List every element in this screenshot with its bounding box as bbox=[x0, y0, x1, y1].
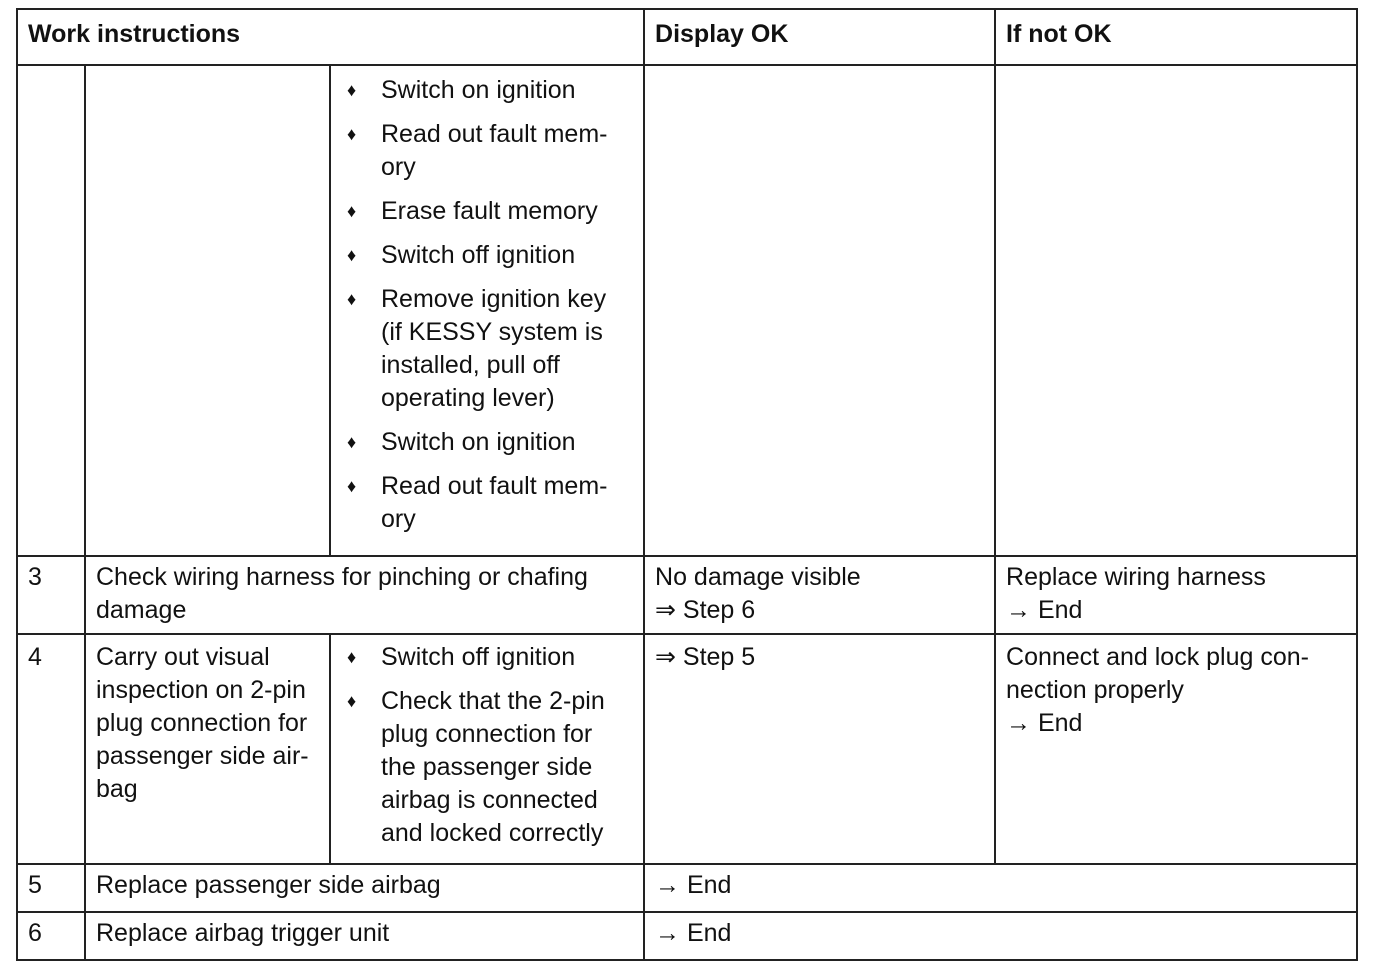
substep-text: Read out fault mem-ory bbox=[381, 472, 608, 533]
list-item bbox=[341, 74, 633, 107]
display-ok-cell bbox=[644, 556, 995, 634]
table-row-step-6 bbox=[17, 912, 1357, 960]
substep-text: Switch on ignition bbox=[381, 428, 576, 456]
step-number: 4 bbox=[17, 634, 85, 864]
not-ok-reference: → End bbox=[1006, 709, 1083, 737]
display-ok-cell bbox=[644, 65, 995, 556]
list-item bbox=[341, 641, 633, 674]
instruction-cell bbox=[85, 65, 330, 556]
substep-text: Read out fault mem-ory bbox=[381, 120, 608, 181]
instruction-text: Carry out visual inspection on 2-pin plug connection for passenger side air-bag bbox=[85, 634, 330, 864]
header-display-ok: Display OK bbox=[644, 9, 995, 65]
ok-step-reference: ⇒ Step 5 bbox=[655, 643, 756, 671]
substep-text: Check that the 2-pin plug connection for the passenger side airbag is connected and locked correctly bbox=[381, 687, 605, 847]
list-item bbox=[341, 470, 633, 536]
list-item bbox=[341, 195, 633, 228]
step-number: 5 bbox=[17, 864, 85, 912]
result-reference: → End bbox=[644, 864, 1357, 912]
step-number-cell bbox=[17, 65, 85, 556]
diamond-bullet-icon: ♦ bbox=[347, 647, 357, 667]
diamond-bullet-icon: ♦ bbox=[347, 432, 357, 452]
not-ok-text: Connect and lock plug con-nection properly bbox=[1006, 643, 1309, 704]
list-item bbox=[341, 283, 633, 415]
instruction-text: Check wiring harness for pinching or chafing damage bbox=[85, 556, 644, 634]
diamond-bullet-icon: ♦ bbox=[347, 124, 357, 144]
work-instructions-table bbox=[16, 8, 1358, 961]
if-not-ok-cell bbox=[995, 65, 1357, 556]
diamond-bullet-icon: ♦ bbox=[347, 691, 357, 711]
substep-text: Remove ignition key (if KESSY system is installed, pull off operating lever) bbox=[381, 285, 607, 412]
list-item bbox=[341, 118, 633, 184]
diamond-bullet-icon: ♦ bbox=[347, 80, 357, 100]
if-not-ok-cell bbox=[995, 634, 1357, 864]
if-not-ok-cell bbox=[995, 556, 1357, 634]
list-item bbox=[341, 426, 633, 459]
substep-text: Switch on ignition bbox=[381, 76, 576, 104]
not-ok-text: Replace wiring harness bbox=[1006, 563, 1266, 591]
diamond-bullet-icon: ♦ bbox=[347, 476, 357, 496]
diamond-bullet-icon: ♦ bbox=[347, 245, 357, 265]
substeps-cell bbox=[330, 65, 644, 556]
list-item bbox=[341, 239, 633, 272]
table-row-continued bbox=[17, 65, 1357, 556]
diamond-bullet-icon: ♦ bbox=[347, 201, 357, 221]
instruction-text: Replace passenger side airbag bbox=[85, 864, 644, 912]
substep-text: Erase fault memory bbox=[381, 197, 598, 225]
substep-list bbox=[341, 74, 633, 536]
ok-text: No damage visible bbox=[655, 563, 861, 591]
substep-text: Switch off ignition bbox=[381, 241, 576, 269]
substep-text: Switch off ignition bbox=[381, 643, 576, 671]
instruction-text: Replace airbag trigger unit bbox=[85, 912, 644, 960]
result-reference: → End bbox=[644, 912, 1357, 960]
header-work-instructions: Work instructions bbox=[17, 9, 644, 65]
substep-list bbox=[341, 641, 633, 850]
list-item bbox=[341, 685, 633, 850]
diamond-bullet-icon: ♦ bbox=[347, 289, 357, 309]
header-row bbox=[17, 9, 1357, 65]
table-row-step-5 bbox=[17, 864, 1357, 912]
table-row-step-4 bbox=[17, 634, 1357, 864]
step-number: 6 bbox=[17, 912, 85, 960]
display-ok-cell bbox=[644, 634, 995, 864]
ok-step-reference: ⇒ Step 6 bbox=[655, 596, 756, 624]
step-number: 3 bbox=[17, 556, 85, 634]
not-ok-reference: → End bbox=[1006, 596, 1083, 624]
header-if-not-ok: If not OK bbox=[995, 9, 1357, 65]
substeps-cell bbox=[330, 634, 644, 864]
table-row-step-3 bbox=[17, 556, 1357, 634]
